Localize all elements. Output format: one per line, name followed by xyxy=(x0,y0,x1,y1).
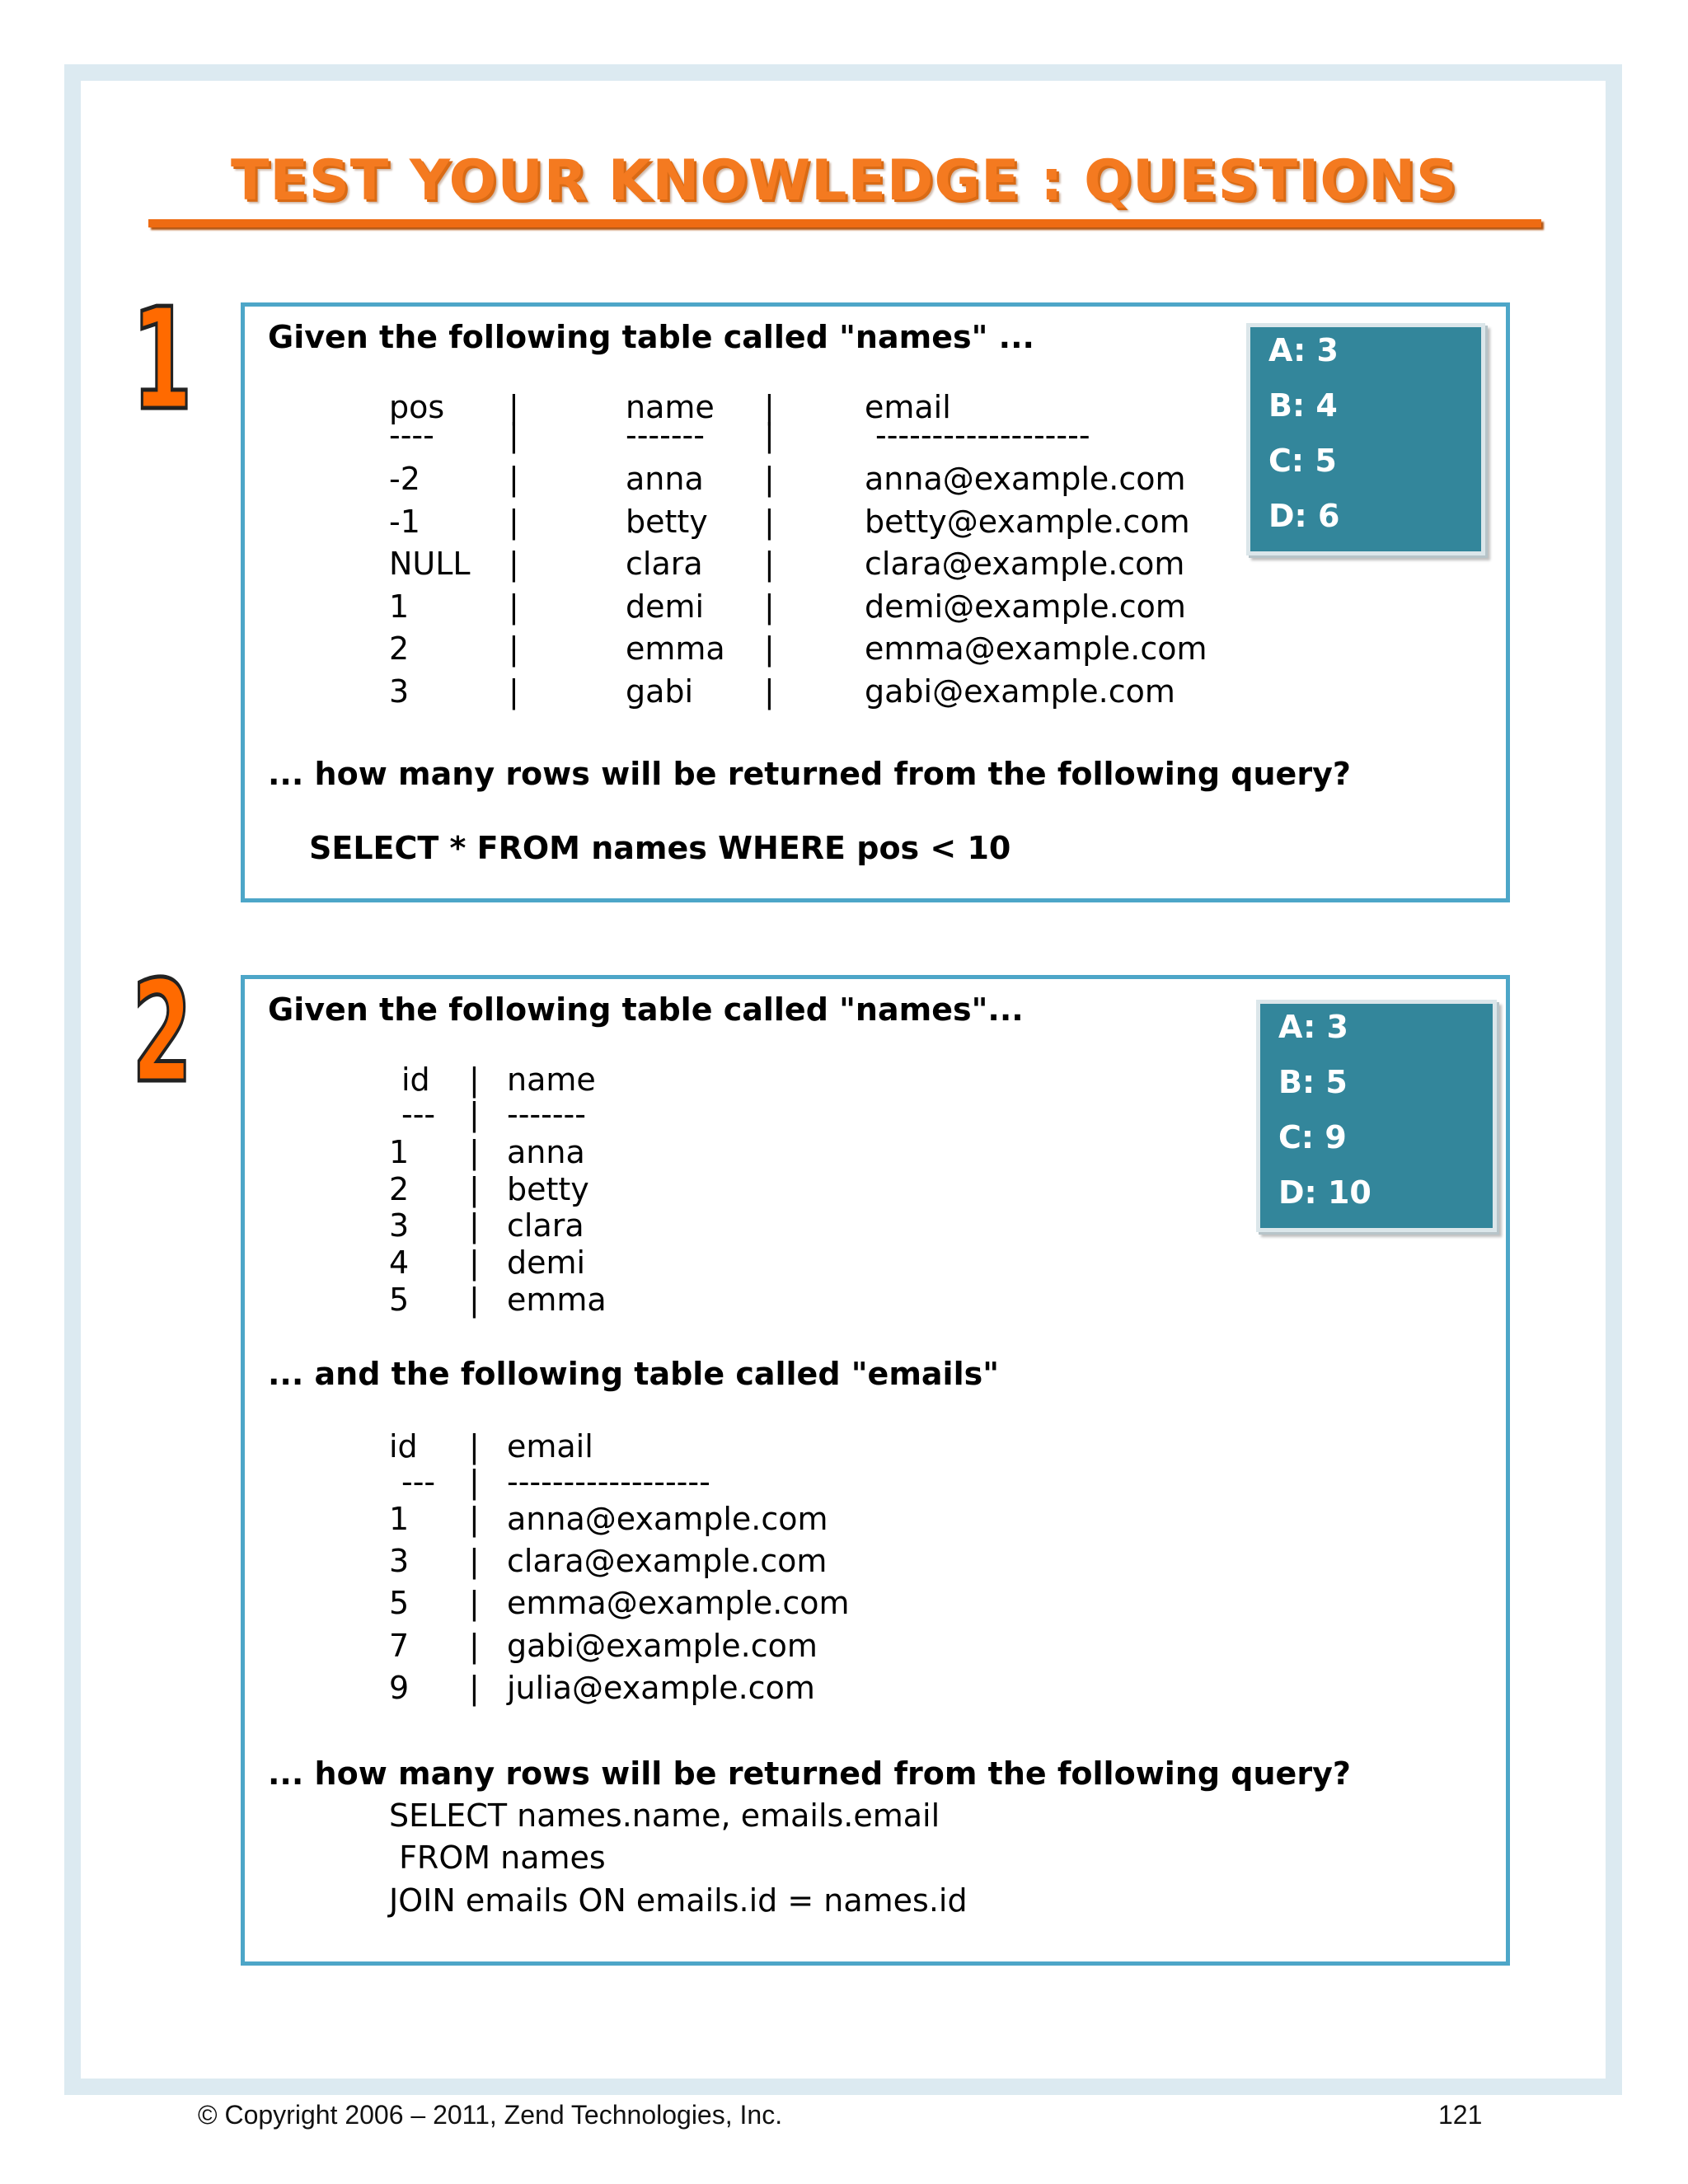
q1-header-name: name xyxy=(626,389,715,425)
title-underline xyxy=(148,219,1541,227)
q2-names-dash-name: ------- xyxy=(507,1096,586,1132)
q1-query: SELECT * FROM names WHERE pos < 10 xyxy=(309,830,1011,866)
q2-names-row-name: anna xyxy=(507,1134,585,1170)
q1-separator: | xyxy=(764,389,775,425)
q2-query-line-1: SELECT names.name, emails.email xyxy=(389,1797,940,1834)
q2-emails-row-id: 7 xyxy=(389,1628,410,1664)
q2-separator: | xyxy=(469,1062,480,1098)
q2-names-row-name: betty xyxy=(507,1171,589,1207)
q2-names-row-id: 4 xyxy=(389,1244,410,1281)
q1-row-pos: 3 xyxy=(389,673,410,710)
q2-answer-d[interactable]: D: 10 xyxy=(1278,1174,1372,1211)
q1-row-name: gabi xyxy=(626,673,694,710)
q2-separator: | xyxy=(469,1670,480,1706)
q2-emails-row-id: 5 xyxy=(389,1585,410,1621)
q1-separator: | xyxy=(509,630,519,667)
q2-emails-header-id: id xyxy=(389,1428,418,1465)
copyright-footer: © Copyright 2006 – 2011, Zend Technologies, Inc. xyxy=(198,2100,783,2130)
q2-separator: | xyxy=(469,1244,480,1281)
q2-separator: | xyxy=(469,1207,480,1244)
q2-separator: | xyxy=(469,1096,480,1132)
page-number: 121 xyxy=(1438,2100,1483,2130)
q2-separator: | xyxy=(469,1501,480,1537)
q1-separator: | xyxy=(509,673,519,710)
q1-intro: Given the following table called "names" ... xyxy=(268,319,1034,355)
q2-emails-dash-email: ------------------ xyxy=(507,1464,710,1500)
q2-answer-box xyxy=(1256,1000,1497,1232)
q1-separator: | xyxy=(509,461,519,497)
q2-query-line-2: FROM names xyxy=(389,1840,606,1876)
q1-dash-email: ------------------- xyxy=(875,417,1090,453)
q1-row-name: anna xyxy=(626,461,704,497)
q1-separator: | xyxy=(509,546,519,582)
q2-answer-a[interactable]: A: 3 xyxy=(1278,1009,1348,1045)
q1-row-name: betty xyxy=(626,504,708,540)
q2-emails-row-id: 3 xyxy=(389,1543,410,1579)
q2-answer-b[interactable]: B: 5 xyxy=(1278,1064,1348,1100)
q2-separator: | xyxy=(469,1628,480,1664)
q2-emails-dash-id: --- xyxy=(401,1464,436,1500)
q2-separator: | xyxy=(469,1585,480,1621)
q2-emails-row-id: 1 xyxy=(389,1501,410,1537)
q1-separator: | xyxy=(764,417,775,453)
q1-row-pos: -1 xyxy=(389,504,420,540)
q1-row-email: emma@example.com xyxy=(865,630,1207,667)
q2-separator: | xyxy=(469,1543,480,1579)
q2-emails-row-email: emma@example.com xyxy=(507,1585,850,1621)
question-1-box xyxy=(241,302,1510,902)
q1-row-pos: -2 xyxy=(389,461,420,497)
q2-names-row-name: demi xyxy=(507,1244,586,1281)
q1-separator: | xyxy=(764,546,775,582)
q1-answer-box xyxy=(1246,323,1485,555)
q1-row-email: gabi@example.com xyxy=(865,673,1175,710)
q1-row-email: clara@example.com xyxy=(865,546,1185,582)
q1-separator: | xyxy=(764,673,775,710)
q2-intro: Given the following table called "names"... xyxy=(268,991,1024,1028)
q2-names-row-id: 5 xyxy=(389,1282,410,1318)
q2-separator: | xyxy=(469,1428,480,1465)
q2-names-row-id: 2 xyxy=(389,1171,410,1207)
page-title: TEST YOUR KNOWLEDGE : QUESTIONS xyxy=(230,148,1458,213)
q1-separator: | xyxy=(764,504,775,540)
q2-separator: | xyxy=(469,1464,480,1500)
q1-separator: | xyxy=(509,417,519,453)
q1-separator: | xyxy=(509,588,519,625)
q2-names-row-id: 1 xyxy=(389,1134,410,1170)
q2-names-row-name: emma xyxy=(507,1282,607,1318)
q1-separator: | xyxy=(764,461,775,497)
question-number-1: 1 xyxy=(132,279,193,442)
q2-query-line-3: JOIN emails ON emails.id = names.id xyxy=(389,1882,968,1919)
q1-separator: | xyxy=(764,630,775,667)
q1-dash-name: ------- xyxy=(626,417,705,453)
q1-header-pos: pos xyxy=(389,389,445,425)
q2-names-header-id: id xyxy=(401,1062,430,1098)
q2-emails-row-email: julia@example.com xyxy=(507,1670,815,1706)
q2-names-dash-id: --- xyxy=(401,1096,436,1132)
q2-answer-c[interactable]: C: 9 xyxy=(1278,1119,1347,1155)
q1-separator: | xyxy=(509,504,519,540)
q2-emails-row-email: clara@example.com xyxy=(507,1543,828,1579)
q1-row-name: emma xyxy=(626,630,725,667)
q2-emails-row-email: gabi@example.com xyxy=(507,1628,818,1664)
q1-row-pos: 1 xyxy=(389,588,410,625)
q1-question: ... how many rows will be returned from the following query? xyxy=(268,756,1351,792)
q2-emails-intro: ... and the following table called "emails" xyxy=(268,1356,1000,1392)
q2-question: ... how many rows will be returned from the following query? xyxy=(268,1755,1351,1792)
q1-row-email: anna@example.com xyxy=(865,461,1186,497)
q1-row-name: clara xyxy=(626,546,703,582)
q1-dash-pos: ---- xyxy=(389,417,434,453)
q2-names-header-name: name xyxy=(507,1062,596,1098)
q1-header-email: email xyxy=(865,389,951,425)
q2-separator: | xyxy=(469,1171,480,1207)
question-number-2: 2 xyxy=(132,951,193,1114)
q2-emails-row-id: 9 xyxy=(389,1670,410,1706)
q1-answer-d[interactable]: D: 6 xyxy=(1268,498,1340,534)
q1-row-email: betty@example.com xyxy=(865,504,1190,540)
q1-answer-b[interactable]: B: 4 xyxy=(1268,387,1338,424)
q2-names-row-name: clara xyxy=(507,1207,584,1244)
q2-names-row-id: 3 xyxy=(389,1207,410,1244)
q1-answer-c[interactable]: C: 5 xyxy=(1268,443,1337,479)
question-2-box xyxy=(241,975,1510,1966)
q2-separator: | xyxy=(469,1134,480,1170)
q1-separator: | xyxy=(764,588,775,625)
q2-emails-row-email: anna@example.com xyxy=(507,1501,828,1537)
q2-separator: | xyxy=(469,1282,480,1318)
q1-answer-a[interactable]: A: 3 xyxy=(1268,332,1339,368)
q2-emails-header-email: email xyxy=(507,1428,593,1465)
q1-row-email: demi@example.com xyxy=(865,588,1186,625)
q1-row-pos: 2 xyxy=(389,630,410,667)
q1-row-name: demi xyxy=(626,588,705,625)
q1-row-pos: NULL xyxy=(389,546,471,582)
q1-separator: | xyxy=(509,389,519,425)
